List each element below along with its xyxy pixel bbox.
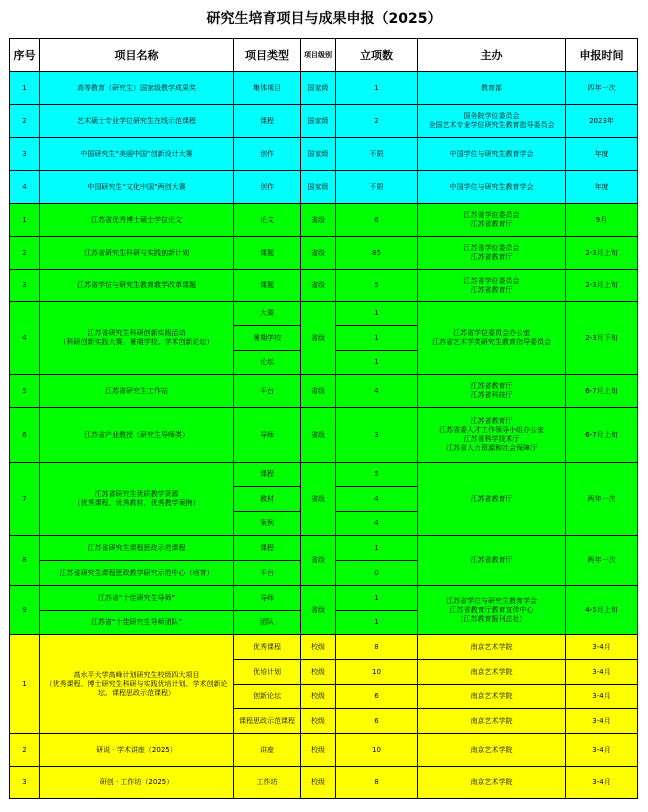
cell-type: 优秀课程 <box>234 635 301 660</box>
cell-time: 2-3月上旬 <box>566 270 638 302</box>
cell-host: 江苏省学位委员会办公室 江苏省艺术学类研究生教育指导委员会 <box>418 302 566 375</box>
cell-name: 江苏省产业教授（研究生导师类） <box>40 408 234 463</box>
cell-no: 1 <box>10 204 40 237</box>
table-row <box>10 72 638 105</box>
cell-count: 6 <box>336 204 418 237</box>
cell-level: 国家级 <box>301 171 336 204</box>
header-no: 序号 <box>10 39 40 72</box>
cell-host: 江苏省教育厅 江苏省委人才工作领导小组办公室 江苏省科学技术厅 江苏省人力资源和社会保障厅 <box>418 408 566 463</box>
cell-type: 集体项目 <box>234 72 301 105</box>
cell-no: 2 <box>10 734 40 767</box>
cell-count: 4 <box>336 512 418 536</box>
cell-name: 江苏省研究生课程思政示范课程 <box>40 536 234 561</box>
cell-time: 3-4月 <box>566 685 638 709</box>
cell-name: 研创 · 工作坊（2025） <box>40 767 234 799</box>
cell-level: 省级 <box>301 536 336 586</box>
cell-type: 创作 <box>234 171 301 204</box>
table-row <box>10 635 638 660</box>
table-row <box>10 536 638 561</box>
header-count: 立项数 <box>336 39 418 72</box>
cell-no: 4 <box>10 302 40 375</box>
cell-no: 1 <box>10 635 40 734</box>
cell-name: 江苏省研究生科研创新实践活动 （科研创新实践大赛、暑期学校、学术创新论坛） <box>40 302 234 375</box>
cell-level: 校级 <box>301 734 336 767</box>
cell-type: 课程 <box>234 105 301 138</box>
cell-time: 3-4月 <box>566 734 638 767</box>
table-row <box>10 463 638 487</box>
cell-host: 南京艺术学院 <box>418 709 566 734</box>
cell-time: 6-7月上旬 <box>566 408 638 463</box>
cell-time: 两年一次 <box>566 536 638 586</box>
cell-count: 4 <box>336 487 418 512</box>
cell-no: 3 <box>10 270 40 302</box>
cell-time: 9月 <box>566 204 638 237</box>
cell-level: 校级 <box>301 685 336 709</box>
cell-name: 江苏省学位与研究生教育教学改革课题 <box>40 270 234 302</box>
cell-type: 课程 <box>234 536 301 561</box>
cell-time: 2023年 <box>566 105 638 138</box>
cell-count: 0 <box>336 561 418 586</box>
project-table <box>9 38 638 799</box>
cell-count: 1 <box>336 302 418 326</box>
cell-count: 1 <box>336 536 418 561</box>
cell-count: 1 <box>336 351 418 375</box>
cell-type: 团队 <box>234 611 301 635</box>
cell-type: 平台 <box>234 561 301 586</box>
cell-host: 江苏省学位委员会 江苏省教育厅 <box>418 237 566 270</box>
header-type: 项目类型 <box>234 39 301 72</box>
table-row <box>10 375 638 408</box>
cell-level: 校级 <box>301 709 336 734</box>
cell-level: 省级 <box>301 408 336 463</box>
cell-host: 南京艺术学院 <box>418 635 566 660</box>
cell-host: 江苏省学位与研究生教育学会 江苏省教育厅教育宣传中心 （江苏教育报刊总社） <box>418 586 566 635</box>
cell-count: 10 <box>336 734 418 767</box>
header-name: 项目名称 <box>40 39 234 72</box>
table-row <box>10 204 638 237</box>
cell-name: 江苏省研究生课程思政教学研究示范中心（培育） <box>40 561 234 586</box>
cell-type: 工作坊 <box>234 767 301 799</box>
cell-name: 江苏省研究生科研与实践创新计划 <box>40 237 234 270</box>
cell-level: 国家级 <box>301 72 336 105</box>
cell-name: 江苏省优秀博士硕士学位论文 <box>40 204 234 237</box>
cell-count: 10 <box>336 660 418 685</box>
cell-host: 中国学位与研究生教育学会 <box>418 138 566 171</box>
cell-no: 2 <box>10 237 40 270</box>
cell-count: 5 <box>336 270 418 302</box>
cell-host: 江苏省学位委员会 江苏省教育厅 <box>418 204 566 237</box>
cell-count: 8 <box>336 767 418 799</box>
cell-type: 课程思政示范课程 <box>234 709 301 734</box>
cell-time: 2-3月下旬 <box>566 302 638 375</box>
cell-level: 省级 <box>301 237 336 270</box>
cell-type: 优培计划 <box>234 660 301 685</box>
cell-time: 2-3月上旬 <box>566 237 638 270</box>
cell-no: 9 <box>10 586 40 635</box>
cell-name: 江苏省“十佳研究生导师” <box>40 586 234 611</box>
cell-count: 5 <box>336 463 418 487</box>
cell-level: 省级 <box>301 270 336 302</box>
cell-name: 中国研究生“文化中国”两创大赛 <box>40 171 234 204</box>
cell-type: 课题 <box>234 237 301 270</box>
cell-count: 1 <box>336 72 418 105</box>
cell-type: 平台 <box>234 375 301 408</box>
cell-type: 导师 <box>234 408 301 463</box>
cell-no: 5 <box>10 375 40 408</box>
table-row <box>10 586 638 611</box>
table-row <box>10 138 638 171</box>
table-row <box>10 408 638 463</box>
cell-time: 6-7月上旬 <box>566 375 638 408</box>
cell-host: 江苏省学位委员会 江苏省教育厅 <box>418 270 566 302</box>
cell-host: 江苏省教育厅 <box>418 536 566 586</box>
table-row <box>10 767 638 799</box>
cell-type: 论文 <box>234 204 301 237</box>
cell-level: 校级 <box>301 660 336 685</box>
cell-level: 校级 <box>301 767 336 799</box>
cell-host: 国务院学位委员会 全国艺术专业学位研究生教育指导委员会 <box>418 105 566 138</box>
cell-level: 国家级 <box>301 138 336 171</box>
cell-type: 暑期学校 <box>234 326 301 351</box>
cell-count: 不限 <box>336 138 418 171</box>
cell-count: 1 <box>336 326 418 351</box>
cell-type: 教材 <box>234 487 301 512</box>
cell-name: 高水平大学高峰计划研究生校级四大项目 （优秀课程、博士研究生科研与实践优培计划、学术创新论坛、课程思政示范课程） <box>40 635 234 734</box>
cell-level: 省级 <box>301 375 336 408</box>
cell-count: 1 <box>336 586 418 611</box>
cell-type: 创作 <box>234 138 301 171</box>
cell-name: 江苏省研究生工作站 <box>40 375 234 408</box>
cell-type: 创新论坛 <box>234 685 301 709</box>
cell-level: 省级 <box>301 463 336 536</box>
cell-level: 国家级 <box>301 105 336 138</box>
cell-count: 2 <box>336 105 418 138</box>
cell-no: 3 <box>10 138 40 171</box>
cell-no: 1 <box>10 72 40 105</box>
cell-type: 大赛 <box>234 302 301 326</box>
cell-time: 3-4月 <box>566 709 638 734</box>
cell-host: 中国学位与研究生教育学会 <box>418 171 566 204</box>
cell-type: 课程 <box>234 463 301 487</box>
table-row <box>10 270 638 302</box>
cell-host: 江苏省教育厅 <box>418 463 566 536</box>
cell-count: 6 <box>336 709 418 734</box>
header-row <box>10 39 638 72</box>
cell-count: 8 <box>336 635 418 660</box>
cell-name: 中国研究生“美丽中国”创新设计大赛 <box>40 138 234 171</box>
cell-count: 85 <box>336 237 418 270</box>
cell-level: 校级 <box>301 635 336 660</box>
header-level: 项目级别 <box>301 39 336 72</box>
page-title: 研究生培育项目与成果申报（2025） <box>206 11 442 27</box>
table-row <box>10 105 638 138</box>
cell-time: 年度 <box>566 171 638 204</box>
table-row <box>10 302 638 326</box>
cell-level: 省级 <box>301 204 336 237</box>
cell-name: 高等教育（研究生）国家级教学成果奖 <box>40 72 234 105</box>
table-row <box>10 734 638 767</box>
cell-level: 省级 <box>301 302 336 375</box>
cell-host: 南京艺术学院 <box>418 685 566 709</box>
cell-name: 艺术硕士专业学位研究生在线示范课程 <box>40 105 234 138</box>
cell-no: 3 <box>10 767 40 799</box>
cell-type: 讲座 <box>234 734 301 767</box>
cell-time: 年度 <box>566 138 638 171</box>
cell-no: 6 <box>10 408 40 463</box>
cell-count: 4 <box>336 375 418 408</box>
header-time: 申报时间 <box>566 39 638 72</box>
cell-count: 1 <box>336 611 418 635</box>
cell-count: 3 <box>336 408 418 463</box>
cell-time: 两年一次 <box>566 463 638 536</box>
cell-time: 4-5月上旬 <box>566 586 638 635</box>
cell-name: 研说 · 学术讲座（2025） <box>40 734 234 767</box>
table-row <box>10 171 638 204</box>
cell-host: 南京艺术学院 <box>418 734 566 767</box>
cell-time: 3-4月 <box>566 767 638 799</box>
cell-time: 3-4月 <box>566 635 638 660</box>
cell-time: 四年一次 <box>566 72 638 105</box>
cell-host: 南京艺术学院 <box>418 660 566 685</box>
cell-host: 江苏省教育厅 江苏省科技厅 <box>418 375 566 408</box>
cell-no: 2 <box>10 105 40 138</box>
cell-name: 江苏省研究生优质教学资源 （优秀课程、优秀教材、优秀教学案例） <box>40 463 234 536</box>
cell-host: 教育部 <box>418 72 566 105</box>
cell-type: 课题 <box>234 270 301 302</box>
cell-count: 6 <box>336 685 418 709</box>
cell-time: 3-4月 <box>566 660 638 685</box>
header-host: 主办 <box>418 39 566 72</box>
cell-no: 4 <box>10 171 40 204</box>
cell-count: 不限 <box>336 171 418 204</box>
cell-type: 导师 <box>234 586 301 611</box>
cell-level: 省级 <box>301 586 336 635</box>
cell-no: 7 <box>10 463 40 536</box>
cell-type: 论坛 <box>234 351 301 375</box>
cell-host: 南京艺术学院 <box>418 767 566 799</box>
cell-type: 案例 <box>234 512 301 536</box>
cell-no: 8 <box>10 536 40 586</box>
table-row <box>10 237 638 270</box>
cell-name: 江苏省“十佳研究生导师团队” <box>40 611 234 635</box>
